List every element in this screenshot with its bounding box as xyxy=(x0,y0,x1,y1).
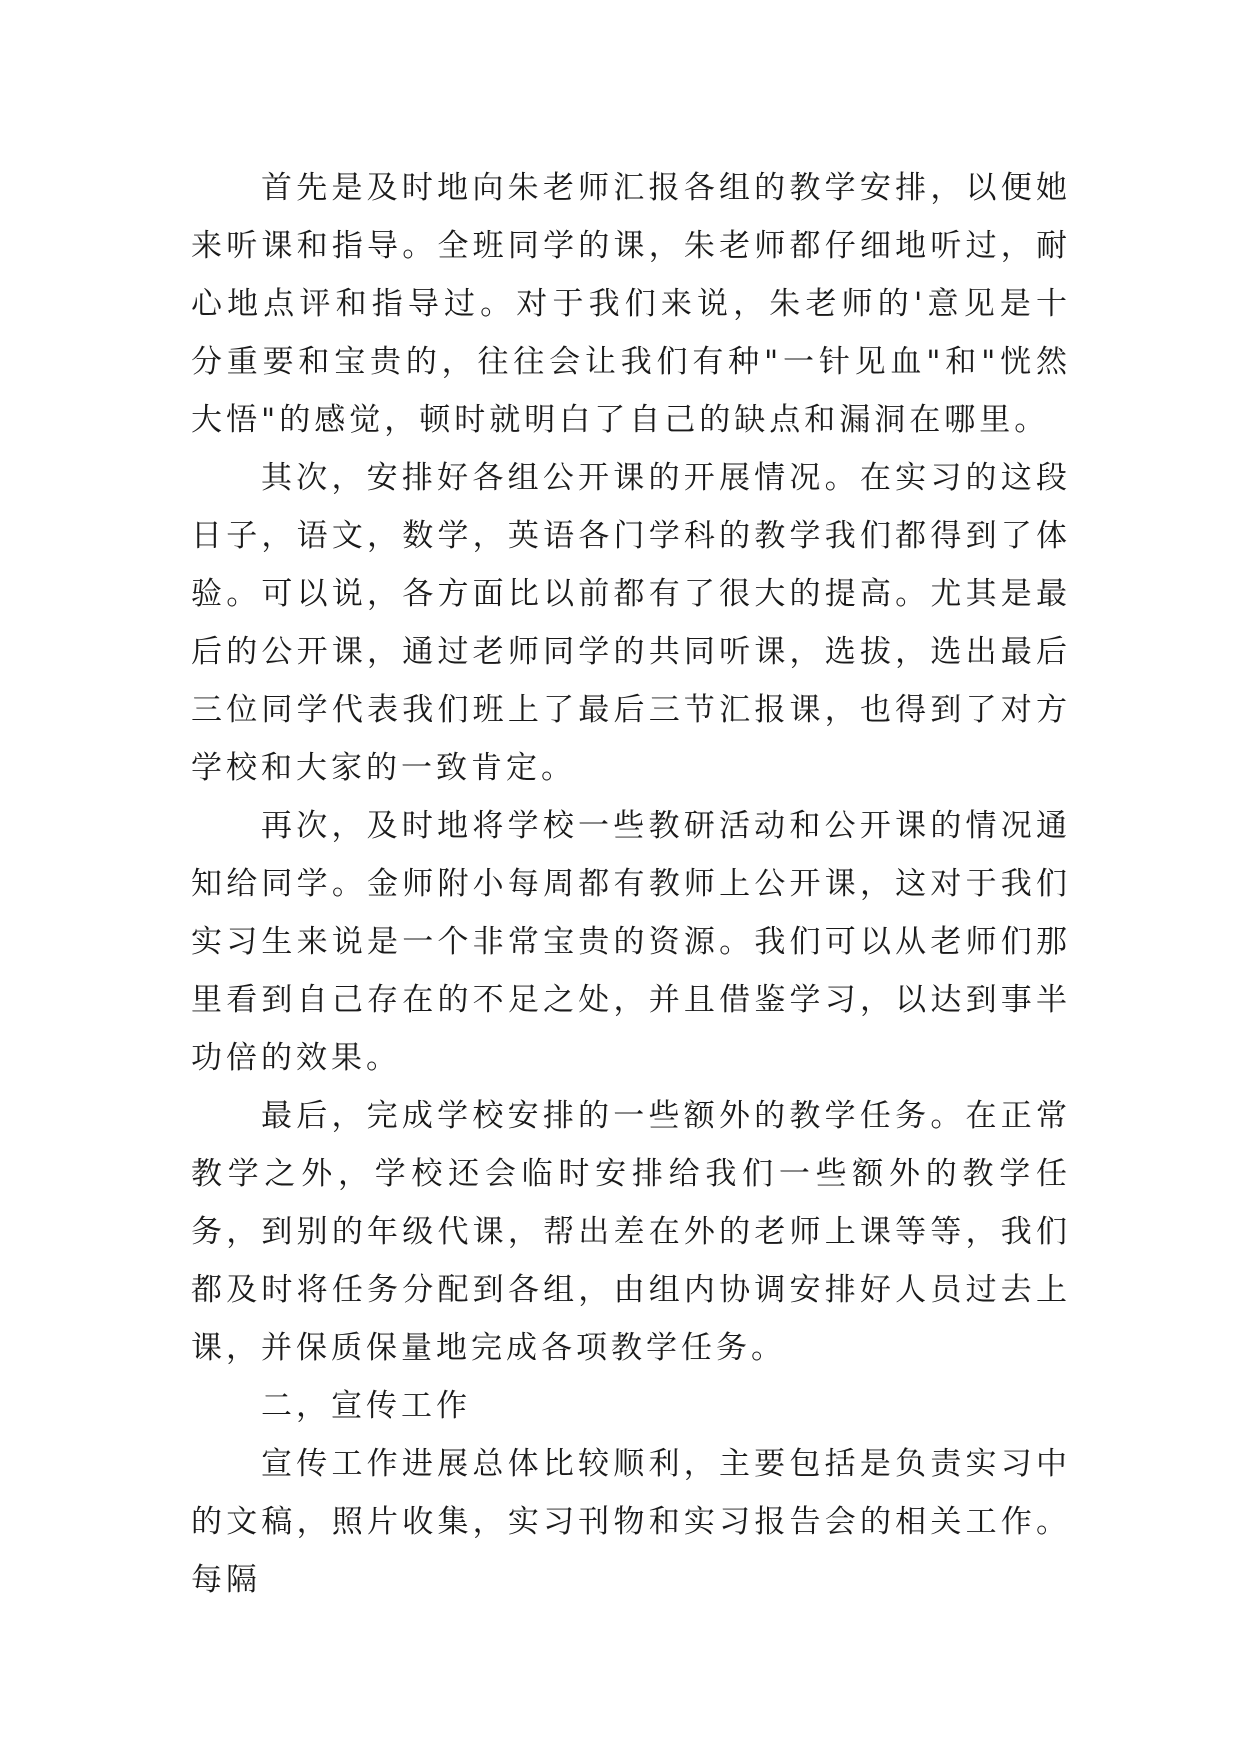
paragraph-publicity-work: 宣传工作进展总体比较顺利，主要包括是负责实习中的文稿，照片收集，实习刊物和实习报告会的相关工作。每隔 xyxy=(191,1446,1071,1598)
document-body xyxy=(191,159,1071,1609)
section-heading-publicity: 二，宣传工作 xyxy=(261,1388,471,1424)
paragraph-report-to-teacher: 首先是及时地向朱老师汇报各组的教学安排，以便她来听课和指导。全班同学的课，朱老师都仔细地听过，耐心地点评和指导过。对于我们来说，朱老师的'意见是十分重要和宝贵的，往往会让我们有种"一针见血"和"恍然大悟"的感觉，顿时就明白了自己的缺点和漏洞在哪里。 xyxy=(191,170,1071,438)
paragraph-extra-teaching-tasks: 最后，完成学校安排的一些额外的教学任务。在正常教学之外，学校还会临时安排给我们一些额外的教学任务，到别的年级代课，帮出差在外的老师上课等等，我们都及时将任务分配到各组，由组内协调安排好人员过去上课，并保质保量地完成各项教学任务。 xyxy=(191,1098,1071,1366)
paragraph-notify-activities: 再次，及时地将学校一些教研活动和公开课的情况通知给同学。金师附小每周都有教师上公开课，这对于我们实习生来说是一个非常宝贵的资源。我们可以从老师们那里看到自己存在的不足之处，并且借鉴学习，以达到事半功倍的效果。 xyxy=(191,808,1071,1076)
paragraph-open-class-arrangement: 其次，安排好各组公开课的开展情况。在实习的这段日子，语文，数学，英语各门学科的教学我们都得到了体验。可以说，各方面比以前都有了很大的提高。尤其是最后的公开课，通过老师同学的共同听课，选拔，选出最后三位同学代表我们班上了最后三节汇报课，也得到了对方学校和大家的一致肯定。 xyxy=(191,460,1071,786)
